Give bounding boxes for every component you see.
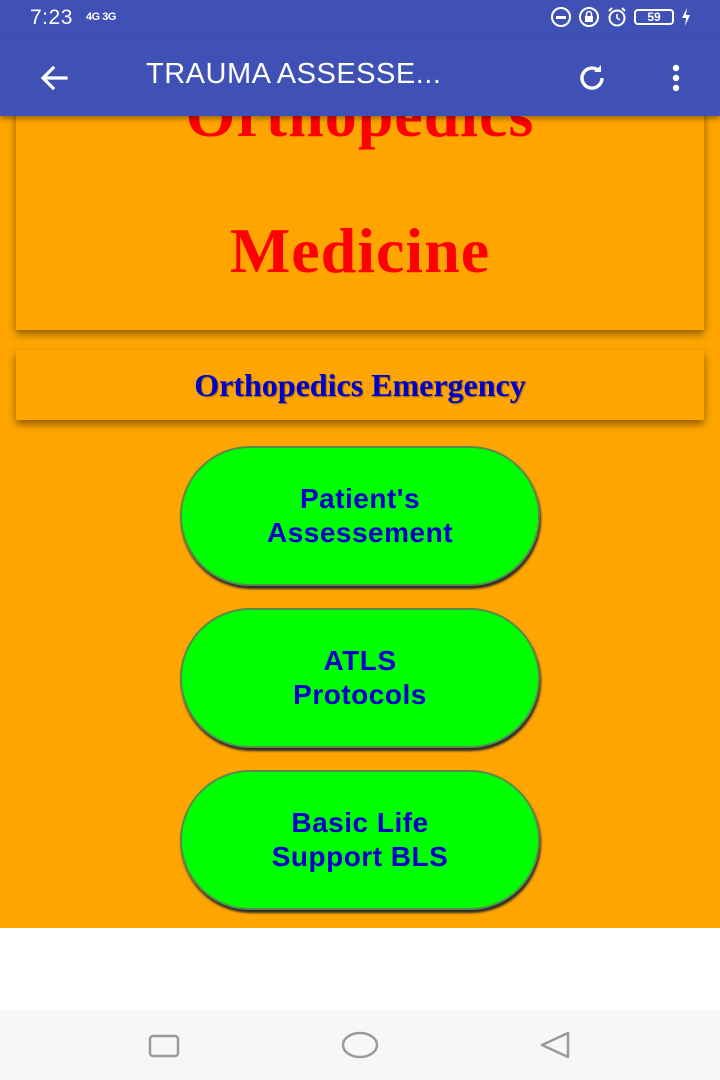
app-bar <box>0 38 720 116</box>
button-label-line2: Support BLS <box>271 841 449 872</box>
system-nav-bar <box>0 1010 720 1080</box>
home-circle-icon[interactable] <box>340 1030 380 1060</box>
button-label <box>293 644 427 712</box>
status-bar <box>0 0 720 38</box>
data-saver-icon <box>550 6 572 28</box>
button-label-line1: ATLS <box>323 645 397 676</box>
charging-icon <box>680 6 692 28</box>
header-card <box>16 106 704 330</box>
status-time: 7:23 <box>30 6 73 29</box>
section-title: Orthopedics Emergency <box>194 366 526 403</box>
refresh-icon[interactable] <box>574 60 610 96</box>
button-label-line2: Assessement <box>266 517 454 548</box>
basic-life-support-button[interactable] <box>180 770 540 910</box>
button-label-line2: Protocols <box>293 679 427 710</box>
battery-icon <box>634 9 674 25</box>
more-vert-icon[interactable] <box>664 60 688 96</box>
button-label <box>272 806 449 874</box>
alarm-icon <box>606 6 628 28</box>
button-label <box>267 482 453 550</box>
battery-level: 59 <box>647 10 661 24</box>
status-icons <box>550 6 692 28</box>
recents-square-icon[interactable] <box>148 1034 180 1058</box>
header-title-line2: Medicine <box>229 215 491 286</box>
signal-indicator: 4G 3G <box>86 11 116 23</box>
section-card <box>16 350 704 420</box>
button-label-line1: Basic Life <box>291 807 429 838</box>
button-label-line1: Patient's <box>299 483 421 514</box>
back-arrow-icon[interactable] <box>38 62 70 94</box>
lock-icon <box>578 6 600 28</box>
main-content <box>0 116 720 928</box>
patients-assessment-button[interactable] <box>180 446 540 586</box>
back-triangle-icon[interactable] <box>538 1030 572 1060</box>
app-title: TRAUMA ASSESSE... <box>146 58 442 90</box>
atls-protocols-button[interactable] <box>180 608 540 748</box>
